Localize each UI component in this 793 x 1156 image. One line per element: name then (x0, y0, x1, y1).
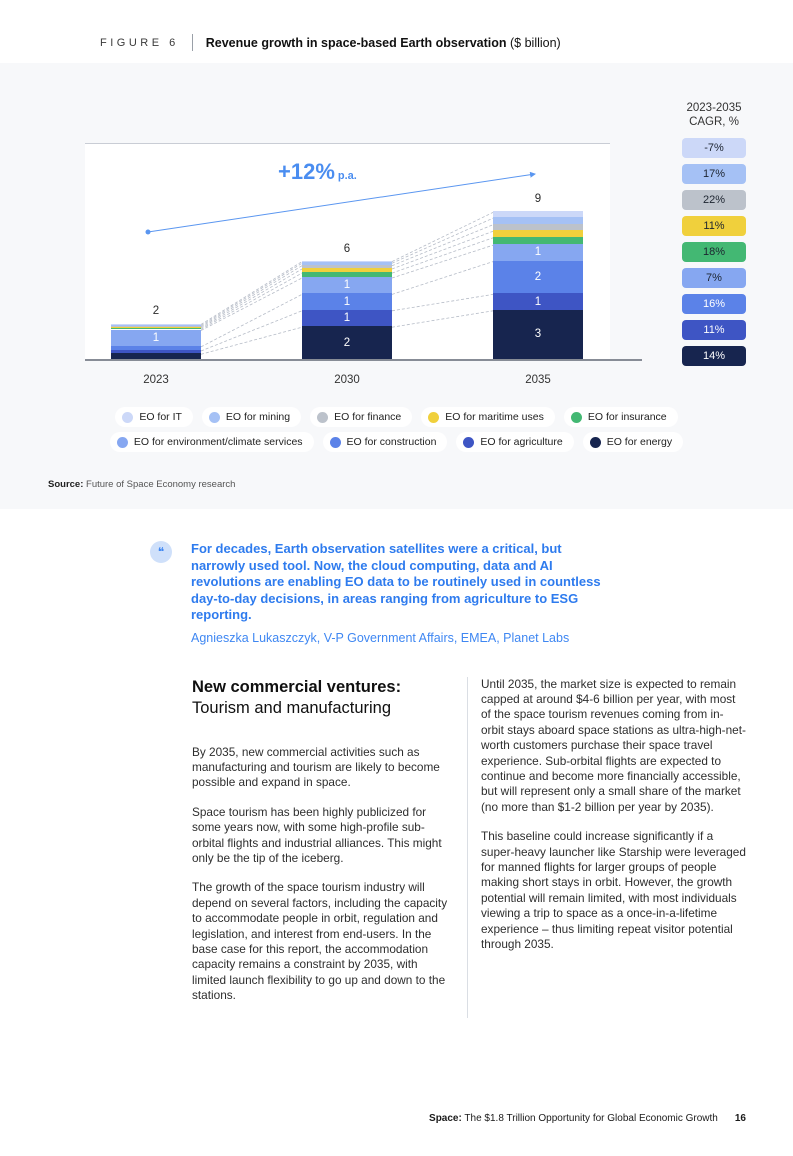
left-column (192, 677, 454, 1018)
chart-legend (30, 407, 763, 452)
legend-item-label: EO for agriculture (480, 436, 563, 448)
segment-value-label: 1 (534, 295, 542, 308)
paragraph: The growth of the space tourism industry will depend on several factors, including the capacity to accommodate people in orbit, regulation and legislation, and interest from end-users. In the base case for this report, the accommodation capacity remains a constraint by 2035, with limited launch flexibility to go up and down to the stations. (192, 880, 448, 1003)
quote-text: For decades, Earth observation satellites were a critical, but narrowly used tool. Now, the cloud computing, data and AI revolutions are enabling EO data to be routinely used in countless day-to-day decisions, in areas ranging from agriculture to ESG reporting. (191, 541, 601, 622)
legend-item (202, 407, 301, 427)
x-axis-label: 2035 (525, 374, 551, 386)
figure-unit: ($ billion) (510, 35, 561, 50)
chart-panel (0, 63, 793, 509)
footer-title-bold: Space: (429, 1113, 462, 1124)
legend-item-label: EO for insurance (587, 411, 667, 423)
bar-total-label: 2 (152, 305, 160, 318)
legend-item (421, 407, 555, 427)
legend-color-dot (590, 437, 601, 448)
left-column-body (192, 745, 454, 1004)
figure-title (206, 36, 561, 50)
legend-item (456, 432, 573, 452)
footer-title (429, 1113, 718, 1124)
legend-item-label: EO for construction (346, 436, 437, 448)
cagr-header (682, 101, 746, 129)
cagr-chip: 22% (682, 190, 746, 210)
x-axis-line (85, 359, 642, 361)
quote-body (191, 541, 601, 645)
paragraph: Space tourism has been highly publicized for some years now, with some high-profile sub-orbital flights and industrial alliances. This might only be the tip of the iceberg. (192, 804, 442, 865)
legend-color-dot (428, 412, 439, 423)
legend-item (310, 407, 412, 427)
footer-title-rest: The $1.8 Trillion Opportunity for Global Economic Growth (461, 1113, 718, 1124)
cagr-chip: 11% (682, 320, 746, 340)
cagr-chip: 16% (682, 294, 746, 314)
trend-annotation-suffix: p.a. (337, 170, 357, 182)
legend-color-dot (317, 412, 328, 423)
legend-row (110, 432, 683, 452)
quote-attribution: Agnieszka Lukaszczyk, V-P Government Affairs, EMEA, Planet Labs (191, 630, 570, 645)
bar-total-label: 6 (343, 242, 351, 255)
section-heading-bold: New commercial ventures: (192, 677, 402, 696)
segment-value-label: 3 (534, 328, 542, 341)
legend-item-label: EO for environment/climate services (133, 436, 303, 448)
section-heading-sub: Tourism and manufacturing (192, 698, 392, 717)
cagr-column (682, 101, 746, 372)
quote-section (150, 541, 793, 645)
paragraph: Until 2035, the market size is expected to remain capped at around $4-6 billion per year, with most of the space tourism revenues coming from in-orbit stays aboard space stations as ultra-high-net-worth customers purchase their space travel experience. Sub-orbital flights are expected to continue and become more financially accessible, but will represent only a small share of the market (no more than $1-2 billion per year by 2035). (481, 676, 746, 814)
figure-title-text: Revenue growth in space-based Earth observation (205, 35, 507, 50)
legend-item (115, 407, 193, 427)
legend-row (115, 407, 677, 427)
trend-annotation-value: +12% (278, 159, 335, 184)
segment-value-label: 1 (343, 295, 351, 308)
source-note (48, 479, 235, 490)
legend-item-label: EO for maritime uses (445, 411, 544, 423)
segment-value-label: 1 (343, 279, 351, 292)
paragraph: By 2035, new commercial activities such as manufacturing and tourism are likely to become possible and expand in space. (192, 744, 440, 790)
cagr-chip: -7% (682, 138, 746, 158)
cagr-header-line1: 2023-2035 (686, 102, 742, 114)
legend-color-dot (463, 437, 474, 448)
quote-icon: ❝ (150, 541, 172, 563)
legend-color-dot (209, 412, 220, 423)
content-columns (192, 677, 793, 1018)
segment-value-label: 1 (534, 246, 542, 259)
legend-item-label: EO for mining (225, 411, 291, 423)
legend-color-dot (122, 412, 133, 423)
legend-item-label: EO for energy (606, 436, 673, 448)
cagr-header-line2: CAGR, % (689, 116, 739, 128)
right-column (481, 677, 746, 1018)
chart-plot (85, 143, 610, 386)
bar-total-label: 9 (534, 193, 542, 206)
segment-value-label: 1 (343, 312, 351, 324)
segment-value-label: 1 (152, 331, 160, 344)
cagr-chip: 11% (682, 216, 746, 236)
cagr-chip: 7% (682, 268, 746, 288)
legend-item-label: EO for IT (139, 411, 182, 423)
column-divider (467, 677, 468, 1018)
page-footer (429, 1113, 746, 1124)
trend-arrow (85, 144, 610, 360)
legend-item (110, 432, 314, 452)
cagr-chip: 17% (682, 164, 746, 184)
legend-item (564, 407, 678, 427)
figure-header (100, 34, 793, 51)
legend-item (583, 432, 683, 452)
x-axis-label: 2023 (143, 374, 169, 386)
cagr-chip: 14% (682, 346, 746, 366)
source-text: Future of Space Economy research (83, 479, 236, 490)
segment-value-label: 2 (534, 271, 542, 283)
figure-divider (192, 34, 193, 51)
legend-item (323, 432, 448, 452)
footer-page-number: 16 (734, 1113, 746, 1124)
legend-color-dot (571, 412, 582, 423)
segment-value-label: 2 (343, 336, 351, 349)
source-label: Source: (48, 479, 84, 490)
legend-item-label: EO for finance (334, 411, 402, 423)
cagr-chip: 18% (682, 242, 746, 262)
legend-color-dot (330, 437, 341, 448)
legend-color-dot (117, 437, 128, 448)
figure-label: FIGURE 6 (100, 36, 179, 49)
paragraph: This baseline could increase significantly if a super-heavy launcher like Starship were leveraged for manned flights for larger groups of people making short stays in orbit. However, the growth potential will remain limited, with most individuals viewing a trip to space as a once-in-a-lifetime experience – thus limiting repeat visitor potential through 2035. (481, 829, 746, 951)
x-axis-label: 2030 (334, 374, 360, 386)
cagr-chips (682, 138, 746, 366)
